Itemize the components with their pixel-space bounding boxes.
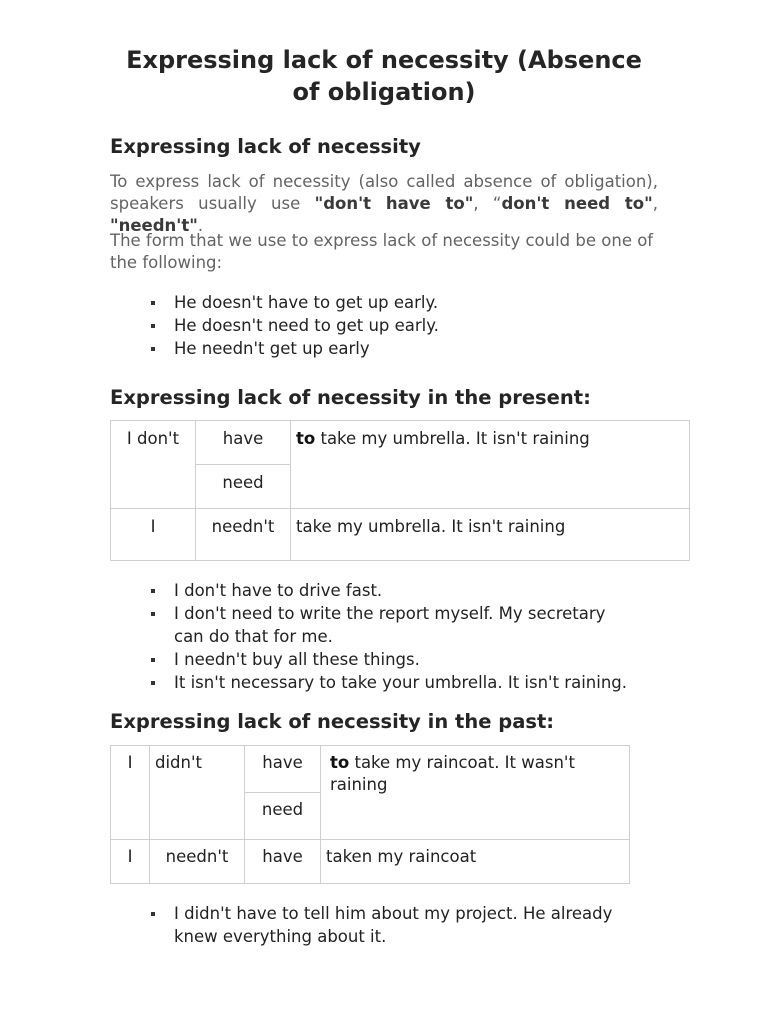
complement-cell [291,421,690,509]
intro-text: To express lack of necessity (also called absence of obligation), speakers usually use [110,172,658,213]
to-word: to [330,753,350,772]
separator: , “ [473,194,502,213]
list-item: I didn't have to tell him about my project. He already knew everything about it. [110,902,655,948]
example-list-forms [110,291,650,360]
complement-cell [321,746,630,840]
past-table [110,745,630,884]
list-item: He needn't get up early [110,337,650,360]
section-heading-lack-of-necessity: Expressing lack of necessity [110,135,421,158]
subject-cell: I [111,509,196,561]
form-paragraph: The form that we use to express lack of necessity could be one of the following: [110,231,654,272]
list-item: He doesn't need to get up early. [110,314,650,337]
table-row [111,509,690,561]
to-word: to [296,429,316,448]
list-item: I don't need to write the report myself. My secretary can do that for me. [110,602,634,648]
phrase-dont-need-to: don't need to" [501,194,653,213]
section-heading-present: Expressing lack of necessity in the present: [110,386,591,409]
separator: , [652,194,658,213]
subject-cell: I [111,840,150,884]
list-item: It isn't necessary to take your umbrella. It isn't raining. [110,671,650,694]
auxiliary-cell: didn't [150,746,245,840]
list-item: I don't have to drive fast. [110,579,650,602]
table-row [111,840,630,884]
present-table [110,420,690,561]
page-title: Expressing lack of necessity (Absence of obligation) [126,46,642,106]
section-heading-past: Expressing lack of necessity in the past: [110,710,555,733]
list-item: I needn't buy all these things. [110,648,650,671]
table-row [111,746,630,793]
subject-cell: I [111,746,150,840]
phrase-dont-have-to: "don't have to" [314,194,474,213]
example-list-past [110,902,655,948]
need-cell: need [196,465,291,509]
period: . [197,216,204,235]
phrase-neednt: "needn't" [110,216,198,235]
have-cell: have [245,746,321,793]
have-cell: have [245,840,321,884]
need-cell: need [245,793,321,840]
intro-paragraph [110,171,658,237]
table-row [111,421,690,465]
complement-text: take my raincoat. It wasn't raining [330,753,575,794]
example-list-present [110,579,650,694]
subject-cell: I don't [111,421,196,509]
have-cell: have [196,421,291,465]
modal-cell: needn't [150,840,245,884]
complement-text: take my umbrella. It isn't raining [315,429,590,448]
complement-cell: take my umbrella. It isn't raining [291,509,690,561]
list-item: He doesn't have to get up early. [110,291,650,314]
modal-cell: needn't [196,509,291,561]
complement-cell: taken my raincoat [321,840,630,884]
